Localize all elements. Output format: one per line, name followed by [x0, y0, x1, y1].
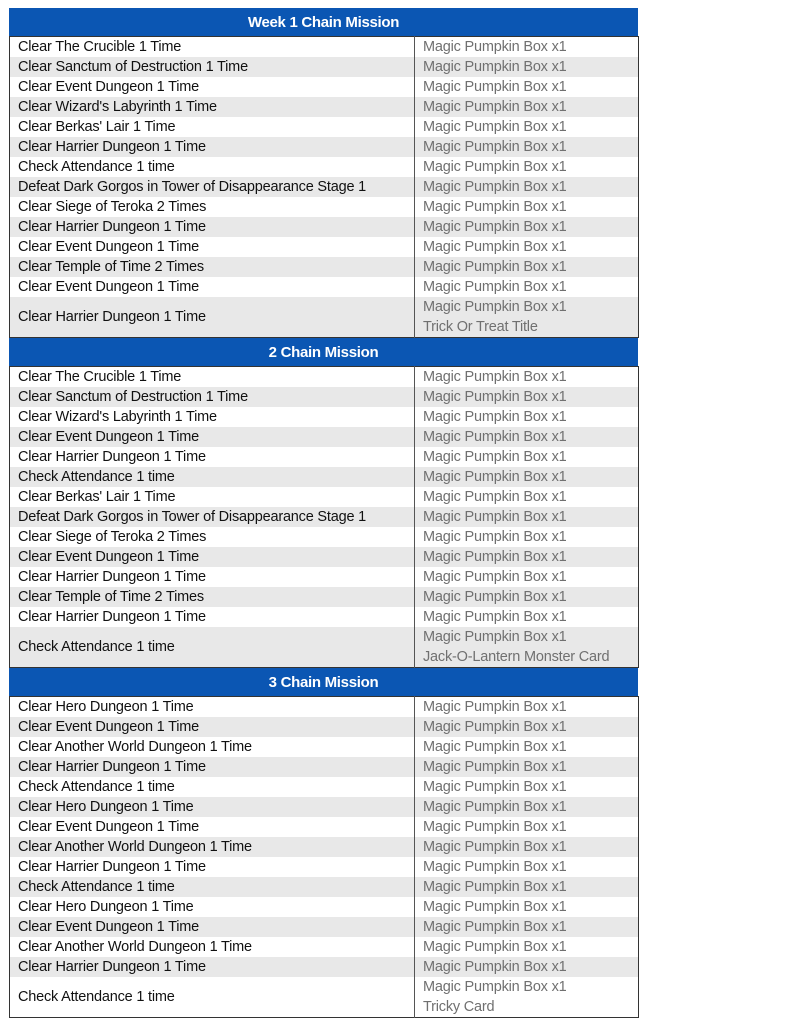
table-row: [10, 387, 639, 407]
reward-cell: [415, 157, 639, 177]
reward-item: Magic Pumpkin Box x1: [423, 389, 567, 405]
mission-cell: Clear Another World Dungeon 1 Time: [10, 737, 415, 757]
mission-cell: Clear The Crucible 1 Time: [10, 37, 415, 58]
table-row: [10, 897, 639, 917]
table-row: [10, 587, 639, 607]
section-2-chain-mission: [9, 338, 638, 668]
reward-cell: [415, 197, 639, 217]
mission-cell: Clear Berkas' Lair 1 Time: [10, 487, 415, 507]
reward-item: Magic Pumpkin Box x1: [423, 799, 567, 815]
reward-cell: [415, 137, 639, 157]
table-row: [10, 817, 639, 837]
table-row: [10, 697, 639, 718]
mission-cell: Clear Hero Dungeon 1 Time: [10, 897, 415, 917]
table-row: [10, 447, 639, 467]
reward-cell: [415, 387, 639, 407]
mission-cell: Check Attendance 1 time: [10, 467, 415, 487]
table-row: [10, 177, 639, 197]
mission-rows: [10, 367, 639, 668]
reward-item: Magic Pumpkin Box x1: [423, 279, 567, 295]
mission-table: [9, 696, 639, 1018]
mission-cell: Clear Hero Dungeon 1 Time: [10, 697, 415, 718]
reward-item: Magic Pumpkin Box x1: [423, 489, 567, 505]
reward-item: Magic Pumpkin Box x1: [423, 529, 567, 545]
mission-cell: Clear Temple of Time 2 Times: [10, 257, 415, 277]
mission-cell: Defeat Dark Gorgos in Tower of Disappearance Stage 1: [10, 507, 415, 527]
reward-cell: [415, 467, 639, 487]
table-row: [10, 857, 639, 877]
reward-item: Magic Pumpkin Box x1: [423, 589, 567, 605]
mission-cell: Clear The Crucible 1 Time: [10, 367, 415, 388]
reward-cell: [415, 777, 639, 797]
mission-cell: Clear Harrier Dungeon 1 Time: [10, 957, 415, 977]
table-row: [10, 527, 639, 547]
reward-cell: [415, 217, 639, 237]
reward-cell: [415, 937, 639, 957]
reward-cell: [415, 797, 639, 817]
table-row: [10, 487, 639, 507]
mission-cell: Clear Event Dungeon 1 Time: [10, 547, 415, 567]
mission-cell: Clear Hero Dungeon 1 Time: [10, 797, 415, 817]
table-row: [10, 197, 639, 217]
reward-item: Magic Pumpkin Box x1: [423, 699, 567, 715]
section-3-chain-mission: [9, 668, 638, 1018]
section-week-1-chain-mission: [9, 8, 638, 338]
reward-item: Magic Pumpkin Box x1: [423, 739, 567, 755]
reward-item: Magic Pumpkin Box x1: [423, 39, 567, 55]
reward-item: Magic Pumpkin Box x1: [423, 429, 567, 445]
reward-cell: [415, 977, 639, 1018]
mission-table: [9, 36, 639, 338]
reward-item: Magic Pumpkin Box x1: [423, 549, 567, 565]
table-row: [10, 367, 639, 388]
reward-item: Magic Pumpkin Box x1: [423, 179, 567, 195]
mission-cell: Check Attendance 1 time: [10, 977, 415, 1018]
reward-cell: [415, 77, 639, 97]
reward-cell: [415, 897, 639, 917]
reward-cell: [415, 277, 639, 297]
table-row: [10, 977, 639, 1018]
reward-cell: [415, 607, 639, 627]
table-row: [10, 757, 639, 777]
reward-cell: [415, 587, 639, 607]
reward-item: Magic Pumpkin Box x1: [423, 159, 567, 175]
mission-cell: Check Attendance 1 time: [10, 157, 415, 177]
mission-cell: Clear Event Dungeon 1 Time: [10, 77, 415, 97]
reward-cell: [415, 957, 639, 977]
mission-cell: Clear Wizard's Labyrinth 1 Time: [10, 407, 415, 427]
reward-item: Magic Pumpkin Box x1: [423, 779, 567, 795]
table-row: [10, 257, 639, 277]
table-row: [10, 237, 639, 257]
reward-cell: [415, 487, 639, 507]
reward-item: Magic Pumpkin Box x1: [423, 79, 567, 95]
mission-cell: Check Attendance 1 time: [10, 877, 415, 897]
mission-cell: Clear Another World Dungeon 1 Time: [10, 837, 415, 857]
reward-cell: [415, 737, 639, 757]
reward-item: Magic Pumpkin Box x1: [423, 369, 567, 385]
reward-cell: [415, 627, 639, 668]
reward-cell: [415, 917, 639, 937]
mission-cell: Clear Harrier Dungeon 1 Time: [10, 447, 415, 467]
mission-cell: Clear Event Dungeon 1 Time: [10, 427, 415, 447]
reward-item: Magic Pumpkin Box x1: [423, 759, 567, 775]
reward-cell: [415, 547, 639, 567]
table-row: [10, 737, 639, 757]
chain-mission-tables: [9, 8, 638, 1018]
mission-rows: [10, 697, 639, 1018]
mission-cell: Clear Event Dungeon 1 Time: [10, 717, 415, 737]
reward-item: Magic Pumpkin Box x1: [423, 979, 567, 995]
mission-cell: Clear Sanctum of Destruction 1 Time: [10, 387, 415, 407]
table-row: [10, 937, 639, 957]
table-row: [10, 627, 639, 668]
reward-cell: [415, 527, 639, 547]
reward-item: Magic Pumpkin Box x1: [423, 299, 567, 315]
reward-item: Magic Pumpkin Box x1: [423, 259, 567, 275]
reward-item: Magic Pumpkin Box x1: [423, 959, 567, 975]
reward-cell: [415, 757, 639, 777]
mission-cell: Clear Harrier Dungeon 1 Time: [10, 857, 415, 877]
mission-cell: Clear Event Dungeon 1 Time: [10, 917, 415, 937]
table-row: [10, 777, 639, 797]
reward-item: Magic Pumpkin Box x1: [423, 239, 567, 255]
table-row: [10, 917, 639, 937]
reward-cell: [415, 407, 639, 427]
reward-cell: [415, 507, 639, 527]
mission-table: [9, 366, 639, 668]
reward-item: Magic Pumpkin Box x1: [423, 449, 567, 465]
reward-item: Magic Pumpkin Box x1: [423, 199, 567, 215]
reward-item: Magic Pumpkin Box x1: [423, 409, 567, 425]
mission-cell: Clear Sanctum of Destruction 1 Time: [10, 57, 415, 77]
mission-cell: Clear Harrier Dungeon 1 Time: [10, 297, 415, 338]
reward-item: Magic Pumpkin Box x1: [423, 629, 567, 645]
reward-cell: [415, 177, 639, 197]
reward-item: Magic Pumpkin Box x1: [423, 879, 567, 895]
table-row: [10, 427, 639, 447]
reward-item: Magic Pumpkin Box x1: [423, 119, 567, 135]
mission-cell: Clear Event Dungeon 1 Time: [10, 237, 415, 257]
table-row: [10, 547, 639, 567]
reward-cell: [415, 697, 639, 718]
reward-item: Magic Pumpkin Box x1: [423, 139, 567, 155]
table-row: [10, 607, 639, 627]
table-row: [10, 797, 639, 817]
reward-item: Magic Pumpkin Box x1: [423, 919, 567, 935]
reward-cell: [415, 817, 639, 837]
reward-cell: [415, 447, 639, 467]
reward-item: Magic Pumpkin Box x1: [423, 819, 567, 835]
reward-cell: [415, 857, 639, 877]
reward-cell: [415, 117, 639, 137]
mission-cell: Clear Harrier Dungeon 1 Time: [10, 607, 415, 627]
reward-item: Magic Pumpkin Box x1: [423, 219, 567, 235]
table-row: [10, 117, 639, 137]
reward-item: Magic Pumpkin Box x1: [423, 719, 567, 735]
reward-item: Magic Pumpkin Box x1: [423, 99, 567, 115]
mission-cell: Clear Harrier Dungeon 1 Time: [10, 757, 415, 777]
table-row: [10, 837, 639, 857]
reward-cell: [415, 237, 639, 257]
section-header: Week 1 Chain Mission: [9, 8, 638, 36]
reward-item: Tricky Card: [423, 999, 495, 1015]
reward-cell: [415, 367, 639, 388]
reward-cell: [415, 427, 639, 447]
reward-cell: [415, 97, 639, 117]
mission-cell: Clear Harrier Dungeon 1 Time: [10, 217, 415, 237]
mission-cell: Clear Event Dungeon 1 Time: [10, 277, 415, 297]
table-row: [10, 97, 639, 117]
mission-cell: Check Attendance 1 time: [10, 627, 415, 668]
table-row: [10, 467, 639, 487]
section-header: 2 Chain Mission: [9, 338, 638, 366]
reward-cell: [415, 717, 639, 737]
reward-item: Jack-O-Lantern Monster Card: [423, 649, 610, 665]
reward-cell: [415, 567, 639, 587]
mission-cell: Clear Another World Dungeon 1 Time: [10, 937, 415, 957]
table-row: [10, 157, 639, 177]
reward-cell: [415, 877, 639, 897]
table-row: [10, 77, 639, 97]
reward-cell: [415, 837, 639, 857]
reward-item: Magic Pumpkin Box x1: [423, 899, 567, 915]
mission-rows: [10, 37, 639, 338]
table-row: [10, 957, 639, 977]
reward-item: Trick Or Treat Title: [423, 319, 538, 335]
table-row: [10, 567, 639, 587]
reward-cell: [415, 37, 639, 58]
reward-item: Magic Pumpkin Box x1: [423, 59, 567, 75]
mission-cell: Clear Harrier Dungeon 1 Time: [10, 137, 415, 157]
table-row: [10, 37, 639, 58]
table-row: [10, 877, 639, 897]
mission-cell: Clear Event Dungeon 1 Time: [10, 817, 415, 837]
table-row: [10, 297, 639, 338]
table-row: [10, 717, 639, 737]
table-row: [10, 57, 639, 77]
mission-cell: Clear Siege of Teroka 2 Times: [10, 197, 415, 217]
reward-item: Magic Pumpkin Box x1: [423, 939, 567, 955]
reward-item: Magic Pumpkin Box x1: [423, 569, 567, 585]
reward-item: Magic Pumpkin Box x1: [423, 839, 567, 855]
mission-cell: Clear Siege of Teroka 2 Times: [10, 527, 415, 547]
reward-cell: [415, 257, 639, 277]
reward-cell: [415, 57, 639, 77]
mission-cell: Clear Harrier Dungeon 1 Time: [10, 567, 415, 587]
reward-item: Magic Pumpkin Box x1: [423, 469, 567, 485]
mission-cell: Check Attendance 1 time: [10, 777, 415, 797]
reward-item: Magic Pumpkin Box x1: [423, 509, 567, 525]
mission-cell: Clear Berkas' Lair 1 Time: [10, 117, 415, 137]
reward-item: Magic Pumpkin Box x1: [423, 609, 567, 625]
table-row: [10, 507, 639, 527]
mission-cell: Defeat Dark Gorgos in Tower of Disappearance Stage 1: [10, 177, 415, 197]
table-row: [10, 407, 639, 427]
table-row: [10, 217, 639, 237]
mission-cell: Clear Wizard's Labyrinth 1 Time: [10, 97, 415, 117]
table-row: [10, 277, 639, 297]
mission-cell: Clear Temple of Time 2 Times: [10, 587, 415, 607]
table-row: [10, 137, 639, 157]
section-header: 3 Chain Mission: [9, 668, 638, 696]
reward-item: Magic Pumpkin Box x1: [423, 859, 567, 875]
reward-cell: [415, 297, 639, 338]
